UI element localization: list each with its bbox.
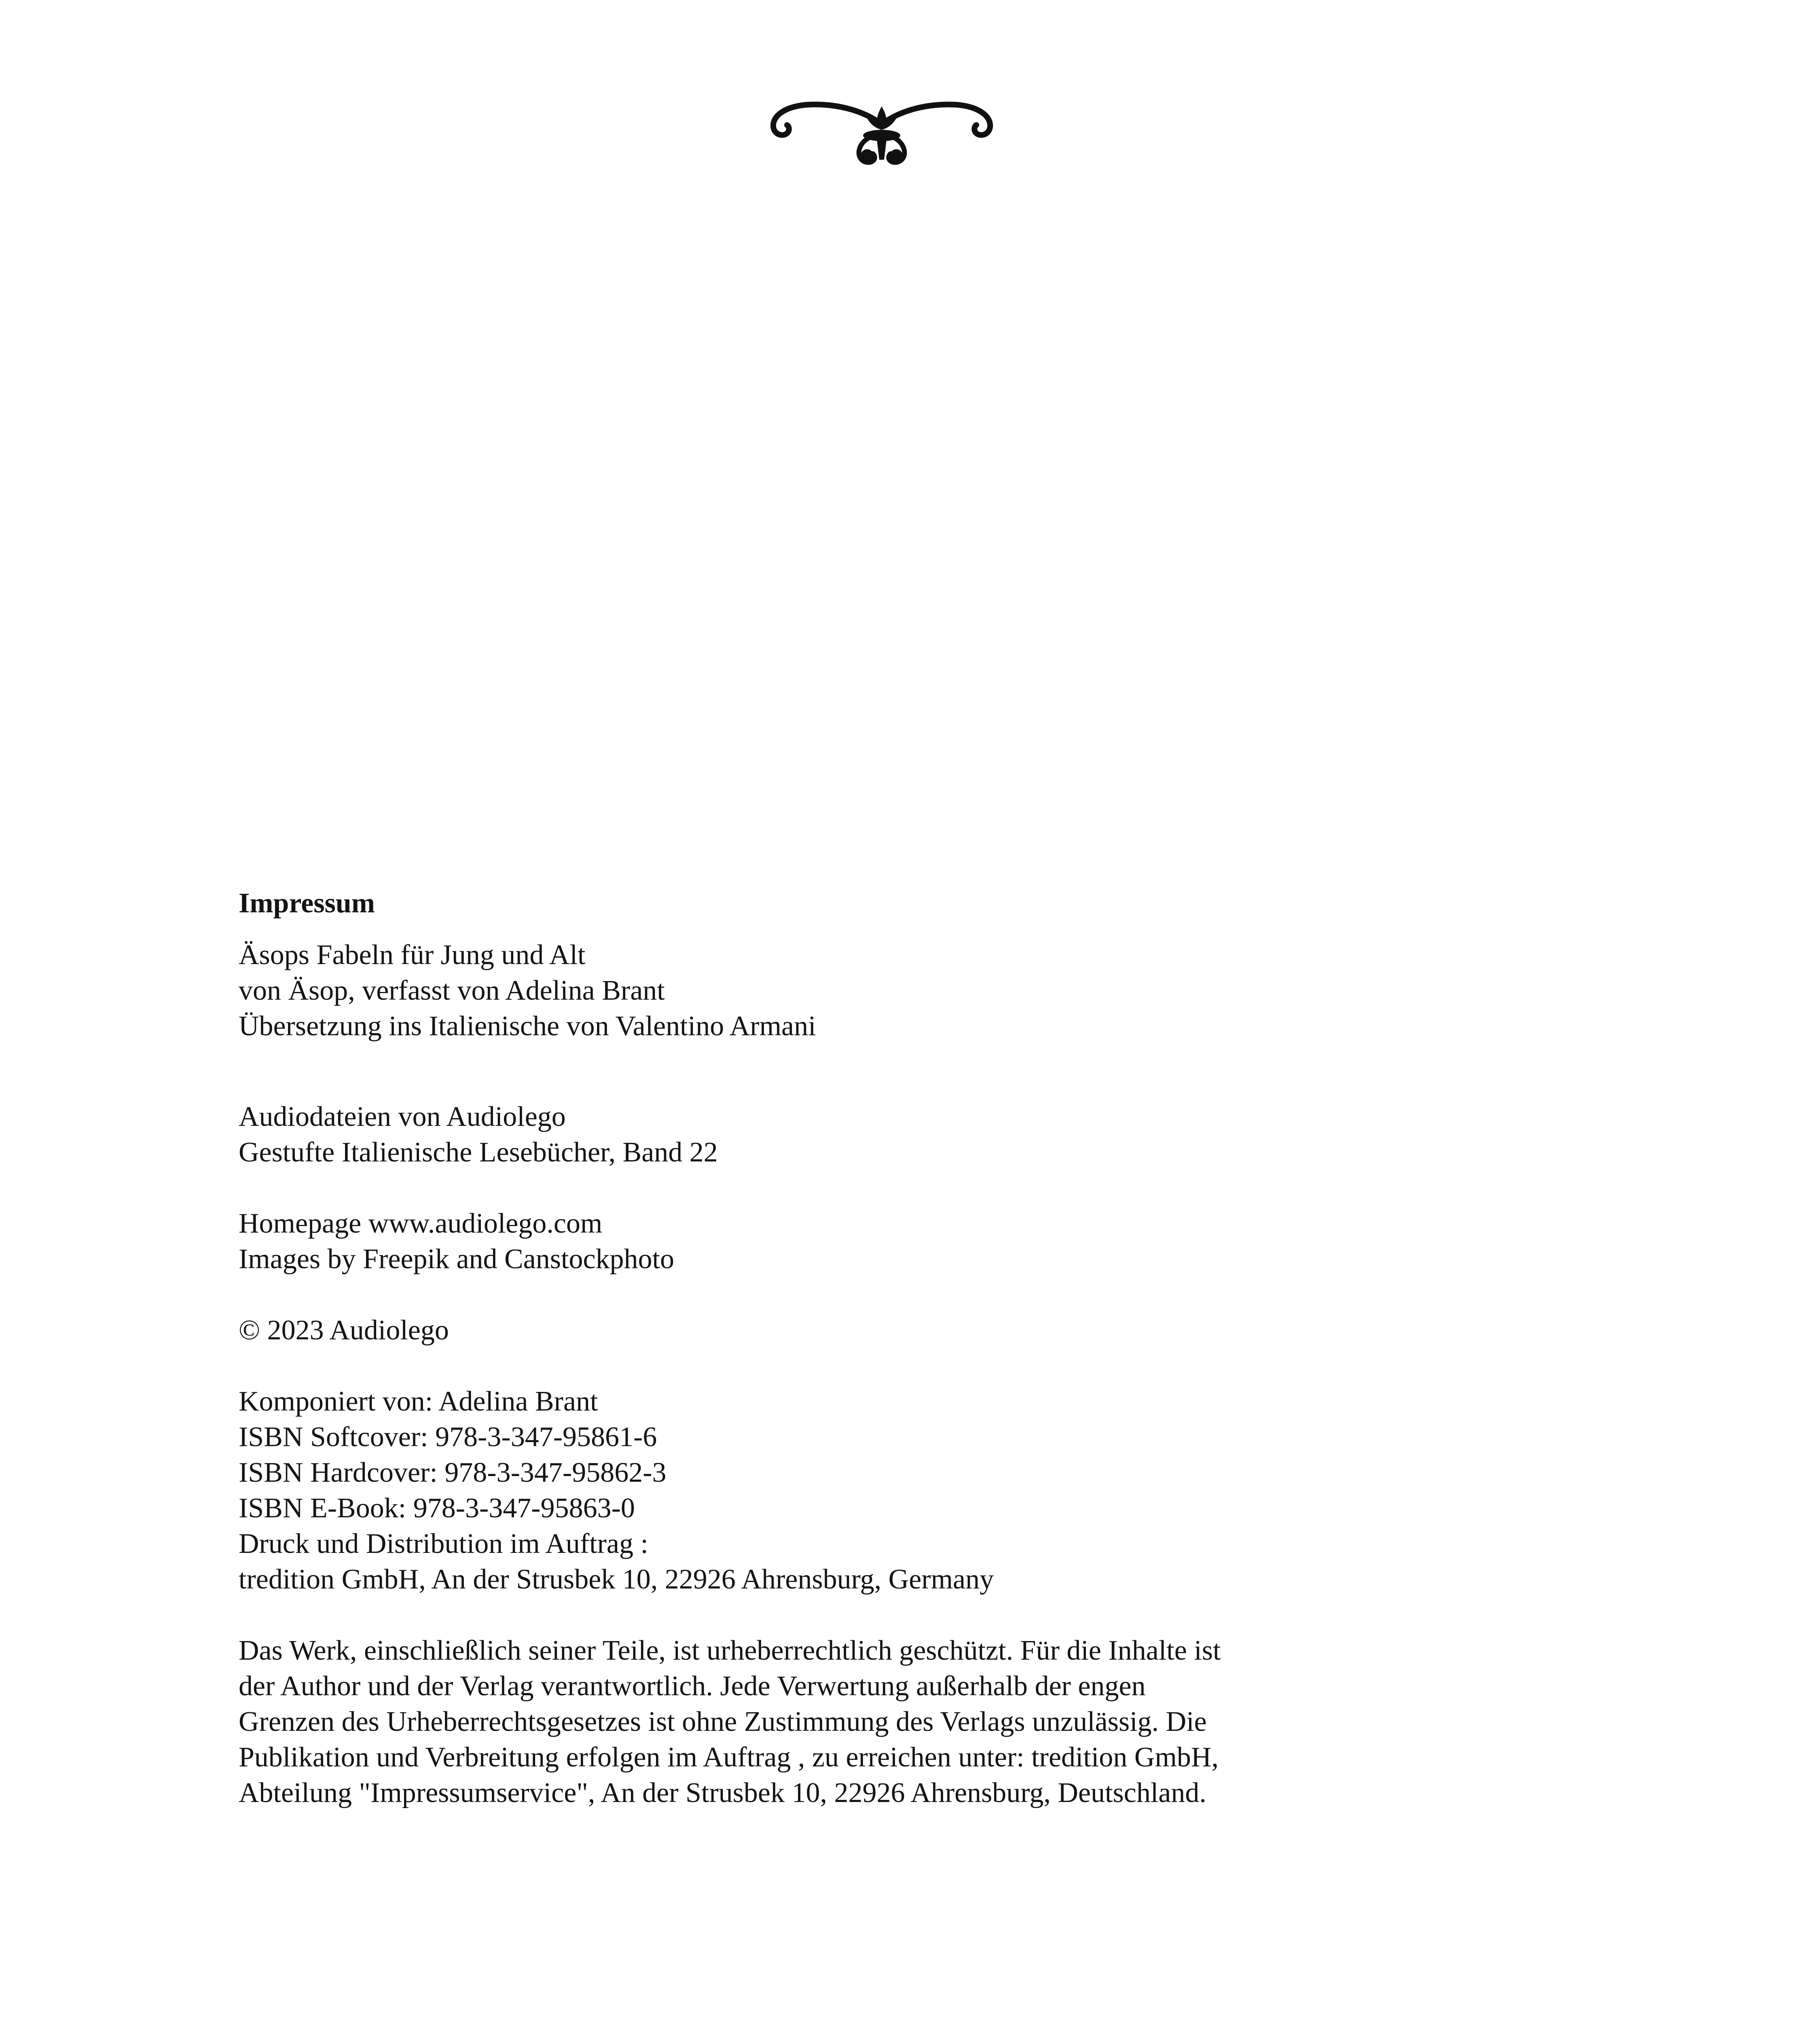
legal-line: Publikation und Verbreitung erfolgen im Auftrag , zu erreichen unter: tredition GmbH, xyxy=(239,1742,1219,1773)
homepage-line: Homepage www.audiolego.com xyxy=(239,1208,603,1239)
legal-line: Abteilung "Impressumservice", An der Strusbek 10, 22926 Ahrensburg, Deutschland. xyxy=(239,1777,1206,1808)
audio-info-block xyxy=(239,1099,1513,1170)
imprint-section xyxy=(239,886,1513,1811)
scroll-flourish-icon xyxy=(768,99,995,172)
book-title-line: Äsops Fabeln für Jung und Alt xyxy=(239,939,586,971)
imprint-title: Impressum xyxy=(239,888,375,919)
legal-notice-block xyxy=(239,1633,1513,1811)
series-line: Gestufte Italienische Lesebücher, Band 22 xyxy=(239,1137,718,1168)
copyright-block xyxy=(239,1313,1513,1348)
translation-line: Übersetzung ins Italienische von Valentino Armani xyxy=(239,1011,816,1042)
images-credit-line: Images by Freepik and Canstockphoto xyxy=(239,1244,675,1275)
legal-line: Grenzen des Urheberrechtsgesetzes ist ohne Zustimmung des Verlags unzulässig. Die xyxy=(239,1706,1207,1737)
isbn-block xyxy=(239,1384,1513,1597)
isbn-ebook-line: ISBN E-Book: 978-3-347-95863-0 xyxy=(239,1493,635,1524)
isbn-softcover-line: ISBN Softcover: 978-3-347-95861-6 xyxy=(239,1421,657,1453)
web-info-block xyxy=(239,1206,1513,1277)
copyright-line: © 2023 Audiolego xyxy=(239,1315,449,1346)
publisher-address-line: tredition GmbH, An der Strusbek 10, 22926 Ahrensburg, Germany xyxy=(239,1564,994,1595)
legal-line: der Author und der Verlag verantwortlich. Jede Verwertung außerhalb der engen xyxy=(239,1671,1146,1702)
isbn-hardcover-line: ISBN Hardcover: 978-3-347-95862-3 xyxy=(239,1457,667,1488)
book-info-block xyxy=(239,937,1513,1044)
legal-line: Das Werk, einschließlich seiner Teile, ist urheberrechtlich geschützt. Für die Inhalte ist xyxy=(239,1635,1221,1666)
author-line: von Äsop, verfasst von Adelina Brant xyxy=(239,975,665,1006)
audio-files-line: Audiodateien von Audiolego xyxy=(239,1101,566,1132)
composer-line: Komponiert von: Adelina Brant xyxy=(239,1386,598,1417)
distribution-line: Druck und Distribution im Auftrag : xyxy=(239,1528,648,1559)
